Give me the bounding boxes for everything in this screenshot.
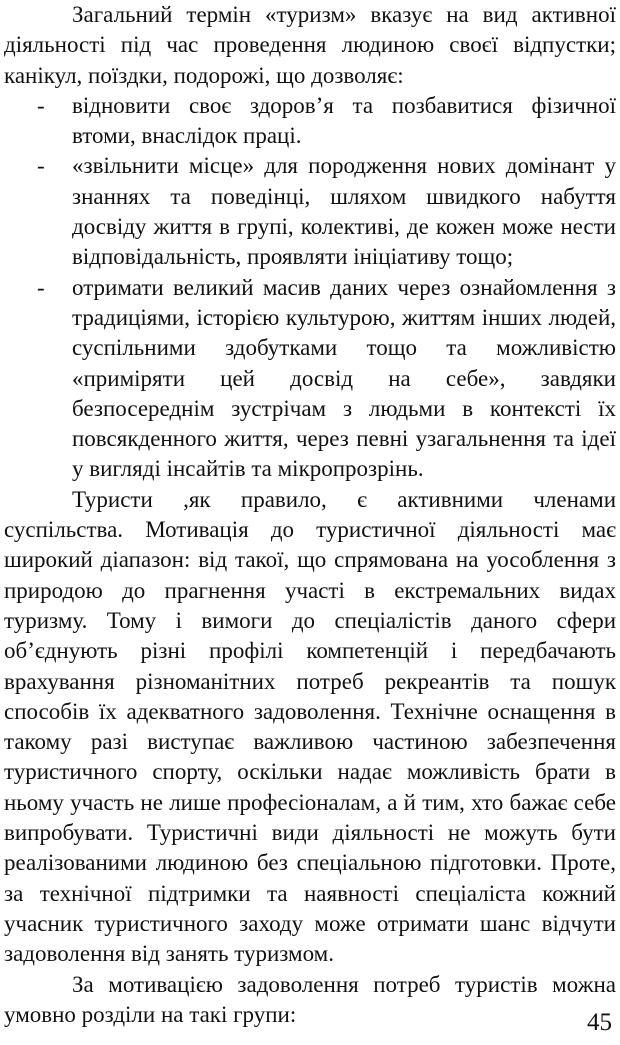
motivation-paragraph: За мотивацією задоволення потреб туристів можна умовно розділи на такі групи: — [4, 971, 616, 1027]
list-item-text: відновити своє здоров’я та позбавитися фізичної втоми, внаслідок праці. — [72, 92, 616, 149]
list-item-text: отримати великий масив даних через ознайомлення з традиціями, історією культурою, життям інших людей, суспільними здобутками тощо та можливістю «приміряти цей досвід на себе», завдяки безпосереднім зустрічам з людьми в контексті їх повсякденного життя, через певні узагальнення та ідеї у вигляді інсайтів та мікропрозрінь. — [72, 274, 616, 482]
tourists-paragraph: Туристи ,як правило, є активними членами суспільства. Мотивація до туристичної діяльності має широкий діапазон: від такої, що спрямована на уособлення з природою до прагнення участі в екстремальних видах туризму. Тому і вимоги до спеціалістів даного сфери об’єднують різні профілі компетенцій і передбачають врахування різноманітних потреб рекреантів та пошук способів їх адекватного задоволення. Технічне оснащення в такому разі виступає важливою частиною забезпечення туристичного спорту, оскільки надає можливість брати в ньому участь не лише професіоналам, а й тим, хто бажає себе випробувати. Туристичні види діяльності не можуть бути реалізованими людиною без спеціальною підготовки. Проте, за технічної підтримки та наявності спеціаліста кожний учасник туристичного заходу може отримати шанс відчути задоволення від занять туризмом. — [4, 486, 616, 967]
dash-marker: - — [37, 274, 45, 300]
list-item — [4, 151, 616, 272]
page-body — [4, 0, 616, 1030]
list-item — [4, 91, 616, 152]
dash-marker: - — [37, 153, 45, 179]
list-item — [4, 273, 616, 485]
page-number: 45 — [587, 1009, 612, 1036]
purpose-list — [4, 91, 616, 485]
dash-marker: - — [37, 92, 45, 118]
intro-paragraph: Загальний термін «туризм» вказує на вид активної діяльності під час проведення людиною своєї відпустки; канікул, поїздки, подорожі, що дозволяє: — [4, 2, 616, 88]
list-item-text: «звільнити місце» для породження нових домінант у знаннях та поведінці, шляхом швидкого набуття досвіду життя в групі, колективі, де кожен може нести відповідальність, проявляти ініціативу тощо; — [72, 153, 616, 270]
